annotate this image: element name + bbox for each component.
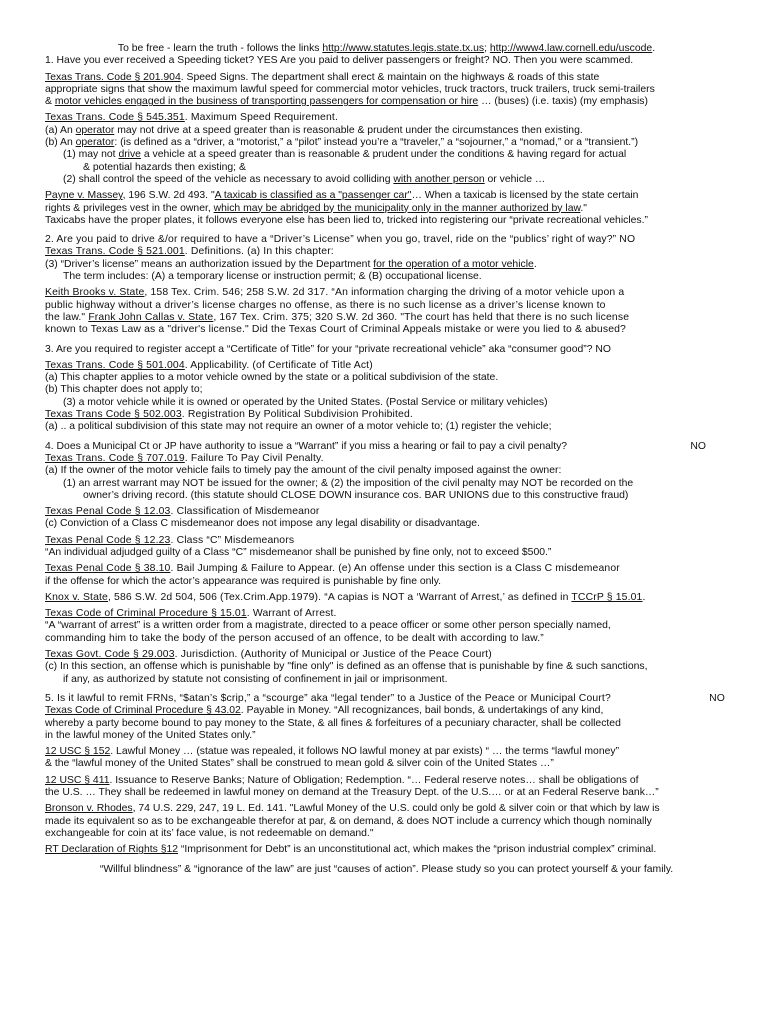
- q5-declaration-text: “Imprisonment for Debt” is an unconstitutional act, which makes the “prison industrial complex” criminal.: [178, 844, 657, 856]
- q4-statute-3-title: . Class “C” Misdemeanors: [170, 534, 295, 546]
- q3-statute-1-b3: (3) a motor vehicle while it is owned or operated by the United States. (Postal Service or military vehicles): [63, 396, 548, 408]
- q1-statute-2-cite: Texas Trans. Code § 545.351: [45, 112, 185, 124]
- q1-s1-l3-pre: &: [45, 96, 55, 108]
- q4-statute-4-header: [45, 563, 728, 575]
- q1-statute-1-line-1: [45, 72, 728, 84]
- q1-s2-b-pre: (b) An: [45, 137, 76, 149]
- q2-s1-l2-pre: (3) “Driver’s license” means an authorization issued by the Department: [45, 258, 374, 270]
- intro-prefix: To be free - learn the truth - follows the links: [117, 43, 323, 54]
- q2-case-l3-pre: the law.": [45, 311, 89, 323]
- q4-statute-3-cite: Texas Penal Code § 12.23: [45, 534, 171, 546]
- q1-statute-2-b: [45, 137, 728, 149]
- q1-case-line-1: [45, 190, 728, 202]
- q1-s2-b1-post: a vehicle at a speed greater than is reasonable & prudent under the conditions & having regard for actual: [140, 149, 627, 161]
- intro-line: [45, 43, 728, 55]
- q1-statute-2-b1-cont: & potential hazards then existing; &: [83, 161, 246, 173]
- q3-statute-2-title: . Registration By Political Subdivision Prohibited.: [181, 409, 413, 421]
- q4-statute-1-a: (a) If the owner of the motor vehicle fails to timely pay the amount of the civil penalty imposed against the owner:: [45, 465, 562, 477]
- q2-case-line-3: [45, 312, 728, 324]
- question-4-text: 4. Does a Municipal Ct or JP have authority to issue a “Warrant” if you miss a hearing or fail to pay a civil penalty?: [45, 440, 568, 452]
- q1-s1-l3-post: … (buses) (i.e. taxis) (my emphasis): [478, 96, 648, 108]
- closing-line: “Willful blindness” & “ignorance of the law” are just “causes of action”. Please study so you can protect yourself & your family.: [99, 863, 674, 875]
- q3-statute-1-b: (b) This chapter does not apply to;: [45, 384, 203, 396]
- q5-statute-2-cite: 12 USC § 152: [45, 746, 111, 758]
- q4-statute-4-title: . Bail Jumping & Failure to Appear. (e) An offense under this section is a Class C misdemeanor: [170, 563, 620, 575]
- q4-statute-4-body: if the offense for which the actor’s appearance was required is punishable by fine only.: [45, 575, 442, 587]
- q3-statute-1-title: . Applicability. (of Certificate of Title Act): [184, 359, 373, 371]
- q1-case-l2-underlined: which may be abridged by the municipality only in the manner authorized by law: [213, 202, 581, 214]
- q1-s2-b-underlined: operator: [75, 137, 115, 149]
- q5-statute-3-text: . Issuance to Reserve Banks; Nature of Obligation; Redemption. “… Federal reserve notes… shall be obligations of: [109, 774, 639, 786]
- q1-statute-1-cite: Texas Trans. Code § 201.904: [45, 71, 181, 83]
- q5-statute-1-cite: Texas Code of Criminal Procedure § 43.02: [45, 705, 241, 717]
- q2-case-l3-post: , 167 Tex. Crim. 375; 320 S.W. 2d 360. "The court has held that there is no such license: [213, 311, 630, 323]
- question-2: 2. Are you paid to drive &/or required to have a “Driver’s License” when you go, travel, ride on the “publics’ right of way?” NO: [45, 234, 636, 246]
- q3-statute-1-a: (a) This chapter applies to a motor vehicle owned by the state or a political subdivision of the state.: [45, 372, 499, 384]
- q3-statute-2-cite: Texas Trans Code § 502.003: [45, 409, 182, 421]
- cornell-link[interactable]: http://www4.law.cornell.edu/uscode: [489, 43, 653, 54]
- q1-statute-2-b2: [45, 174, 728, 186]
- q4-case-cite-2: TCCrP § 15.01: [571, 591, 643, 603]
- q4-statute-6-line-1: “A “warrant of arrest” is a written order from a magistrate, directed to a peace officer or some other person specially named,: [45, 620, 611, 632]
- q5-case-line-1: [45, 803, 728, 815]
- q3-statute-1-header: [45, 360, 728, 372]
- q4-statute-6-cite: Texas Code of Criminal Procedure § 15.01: [45, 608, 247, 620]
- q1-statute-1-line-2: appropriate signs that show the maximum lawful speed for commercial motor vehicles, truck tractors, truck trailers, truck semi-trailers: [45, 83, 655, 95]
- question-4-answer: NO: [690, 440, 706, 452]
- q4-statute-3-header: [45, 535, 728, 547]
- q4-case-text: , 586 S.W. 2d 504, 506 (Tex.Crim.App.1979). “A capias is NOT a ‘Warrant of Arrest,’ as defined in: [107, 591, 572, 603]
- q3-statute-2-header: [45, 409, 728, 421]
- q2-s1-l2-underlined: for the operation of a motor vehicle: [373, 258, 534, 270]
- q2-case-cite-2: Frank John Callas v. State: [88, 311, 214, 323]
- q2-statute-1-line-3: The term includes: (A) a temporary license or instruction permit; & (B) occupational license.: [63, 271, 482, 283]
- q5-case-line-3: exchangeable for coin at its’ face value, is not redeemable on demand.": [45, 827, 374, 839]
- q4-statute-7-cite: Texas Govt. Code § 29.003: [45, 649, 175, 661]
- q5-statute-3-line-2: the U.S. … They shall be redeemed in lawful money on demand at the Treasury Dept. of the U.S.… or at an Federal Reserve bank…”: [45, 787, 659, 799]
- q5-case-cite: Bronson v. Rhodes: [45, 803, 133, 815]
- question-5-text: 5. Is it lawful to remit FRNs, “$atan’s $crip,” a “scourge” aka “legal tender” to a Justice of the Peace or Municipal Court?: [45, 692, 611, 704]
- q2-statute-1-line-2: [45, 259, 728, 271]
- q4-statute-7-c: (c) In this section, an offense which is punishable by "fine only" is defined as an offense that is punishable by fine & such sanctions,: [45, 661, 648, 673]
- q1-statute-2-a: [45, 125, 728, 137]
- q1-s2-b-post: : (is defined as a “driver, a “motorist,” a “pilot” instead you’re a “traveler,” a “sojourner,” a “nomad,” or a “transient.”): [114, 137, 639, 149]
- q5-declaration-line: [45, 844, 728, 856]
- q5-statute-2-text: . Lawful Money … (statue was repealed, it follows NO lawful money at par exists) “ … the terms “lawful money”: [110, 746, 620, 758]
- q1-statute-2-title: . Maximum Speed Requirement.: [184, 112, 338, 124]
- q1-s1-l3-underlined: motor vehicles engaged in the business of transporting passengers for compensation or hire: [54, 96, 479, 108]
- q1-case-l1-b: … When a taxicab is licensed by the state certain: [411, 190, 639, 202]
- q1-case-l1-a: , 196 S.W. 2d 493. ": [122, 190, 215, 202]
- q4-statute-1-a1-cont: owner’s driving record. (this statute should CLOSE DOWN insurance cos. BAR UNIONS due to this constructive fraud): [83, 489, 629, 501]
- q1-s2-b2-pre: (2) shall control the speed of the vehicle as necessary to avoid colliding: [63, 173, 394, 185]
- q1-s2-b1-pre: (1) may not: [63, 149, 119, 161]
- q4-statute-2-header: [45, 506, 728, 518]
- q4-statute-7-c-cont: if any, as authorized by statute not consisting of confinement in jail or imprisonment.: [63, 673, 448, 685]
- q1-statute-2-header: [45, 112, 728, 124]
- q4-case-end: .: [642, 591, 646, 603]
- q5-statute-1-text: . Payable in Money. “All recognizances, bail bonds, & undertakings of any kind,: [240, 705, 604, 717]
- q1-case-l2-post: .": [580, 202, 587, 214]
- q1-s2-a-pre: (a) An: [45, 124, 76, 136]
- q4-statute-6-header: [45, 608, 728, 620]
- q4-statute-2-title: . Classification of Misdemeanor: [170, 506, 320, 518]
- q3-statute-2-a: (a) .. a political subdivision of this state may not require an owner of a motor vehicle to; (1) register the vehicle;: [45, 421, 552, 433]
- q1-s2-b2-underlined: with another person: [393, 173, 485, 185]
- q1-case-l2-pre: rights & privileges vest in the owner,: [45, 202, 214, 214]
- q5-statute-2-line-2: & the “lawful money of the United States” shall be construed to mean gold & silver coin of the United States …”: [45, 758, 554, 770]
- intro-separator: ;: [484, 43, 490, 54]
- q4-case-cite: Knox v. State: [45, 591, 108, 603]
- q2-statute-1-header: [45, 246, 728, 258]
- q4-statute-1-cite: Texas Trans. Code § 707.019: [45, 452, 185, 464]
- q4-statute-2-c: (c) Conviction of a Class C misdemeanor does not impose any legal disability or disadvantage.: [45, 518, 480, 530]
- q4-statute-1-title: . Failure To Pay Civil Penalty.: [184, 452, 324, 464]
- q5-statute-3-cite: 12 USC § 411: [45, 774, 110, 786]
- q1-case-l1-underlined: A taxicab is classified as a "passenger car": [214, 190, 412, 202]
- question-1: 1. Have you ever received a Speeding ticket? YES Are you paid to deliver passengers or freight? NO. Then you were scammed.: [45, 55, 634, 67]
- q4-statute-4-cite: Texas Penal Code § 38.10: [45, 563, 171, 575]
- q4-case-line: [45, 592, 728, 604]
- q4-statute-7-header: [45, 649, 728, 661]
- q4-statute-2-cite: Texas Penal Code § 12.03: [45, 506, 171, 518]
- q5-case-line-2: made its equivalent so as to be exchangeable therefor at par, & on demand, & does NOT include a currency which though nominally: [45, 815, 652, 827]
- q2-case-line-1: [45, 287, 728, 299]
- q1-case-cite: Payne v. Massey: [45, 190, 123, 202]
- question-5: [45, 693, 728, 705]
- question-5-answer: NO: [709, 692, 725, 704]
- q1-case-line-2: [45, 203, 728, 215]
- q4-statute-7-title: . Jurisdiction. (Authority of Municipal or Justice of the Peace Court): [174, 649, 492, 661]
- q5-statute-1-line-3: in the lawful money of the United States only.”: [45, 729, 256, 741]
- q4-statute-6-title: . Warrant of Arrest.: [246, 608, 337, 620]
- q1-s2-b2-post: or vehicle …: [484, 173, 546, 185]
- q1-statute-1-text: . Speed Signs. The department shall erect & maintain on the highways & roads of this state: [180, 71, 600, 83]
- q2-case-cite-1: Keith Brooks v. State: [45, 287, 145, 299]
- q1-s2-b1-underlined: drive: [118, 149, 141, 161]
- q2-statute-1-title: . Definitions. (a) In this chapter:: [184, 246, 334, 258]
- q4-statute-6-line-2: commanding him to take the body of the person accused of an offence, to be dealt with according to law.”: [45, 632, 544, 644]
- q1-s2-a-underlined: operator: [75, 124, 115, 136]
- q2-case-l1: , 158 Tex. Crim. 546; 258 S.W. 2d 317. “An information charging the driving of a motor vehicle upon a: [144, 287, 625, 299]
- q2-s1-l2-post: .: [533, 258, 537, 270]
- q4-statute-1-a1: (1) an arrest warrant may NOT be issued for the owner; & (2) the imposition of the civil penalty may NOT be recorded on the: [63, 477, 634, 489]
- q1-statute-2-b1: [45, 149, 728, 161]
- q2-statute-1-cite: Texas Trans. Code § 521.001: [45, 246, 185, 258]
- question-4: [45, 441, 728, 453]
- q5-statute-2-line-1: [45, 746, 728, 758]
- q5-case-text: , 74 U.S. 229, 247, 19 L. Ed. 141. "Lawful Money of the U.S. could only be gold & silver coin or that which by law is: [132, 803, 660, 815]
- q2-case-line-4: known to Texas Law as a "driver's license." Did the Texas Court of Criminal Appeals mistake or were you lied to & abused?: [45, 324, 626, 336]
- statutes-link[interactable]: http://www.statutes.legis.state.tx.us: [322, 43, 485, 54]
- intro-suffix: .: [652, 43, 656, 54]
- q5-statute-1-line-2: whereby a party become bound to pay money to the State, & all fines & forfeitures of a pecuniary character, shall be collected: [45, 717, 621, 729]
- q1-statute-1-line-3: [45, 96, 728, 108]
- q5-statute-3-line-1: [45, 775, 728, 787]
- q2-case-line-2: public highway without a driver’s license charges no offense, as there is no such license as a driver’s license known to: [45, 299, 606, 311]
- q4-statute-1-header: [45, 453, 728, 465]
- q4-statute-3-body: “An individual adjudged guilty of a Class “C” misdemeanor shall be punished by fine only, not to exceed $500.”: [45, 546, 552, 558]
- question-3: 3. Are you required to register accept a “Certificate of Title” for your “private recreational vehicle” aka “consumer good”? NO: [45, 343, 611, 355]
- q1-s2-a-post: may not drive at a speed greater than is reasonable & prudent under the circumstances then existing.: [114, 124, 583, 136]
- q3-statute-1-cite: Texas Trans. Code § 501.004: [45, 359, 185, 371]
- q1-case-line-3: Taxicabs have the proper plates, it follows everyone else has been lied to, tricked into registering our “private recreational vehicles.”: [45, 214, 648, 226]
- q5-statute-1-line-1: [45, 705, 728, 717]
- q5-declaration-cite: RT Declaration of Rights §12: [45, 844, 179, 856]
